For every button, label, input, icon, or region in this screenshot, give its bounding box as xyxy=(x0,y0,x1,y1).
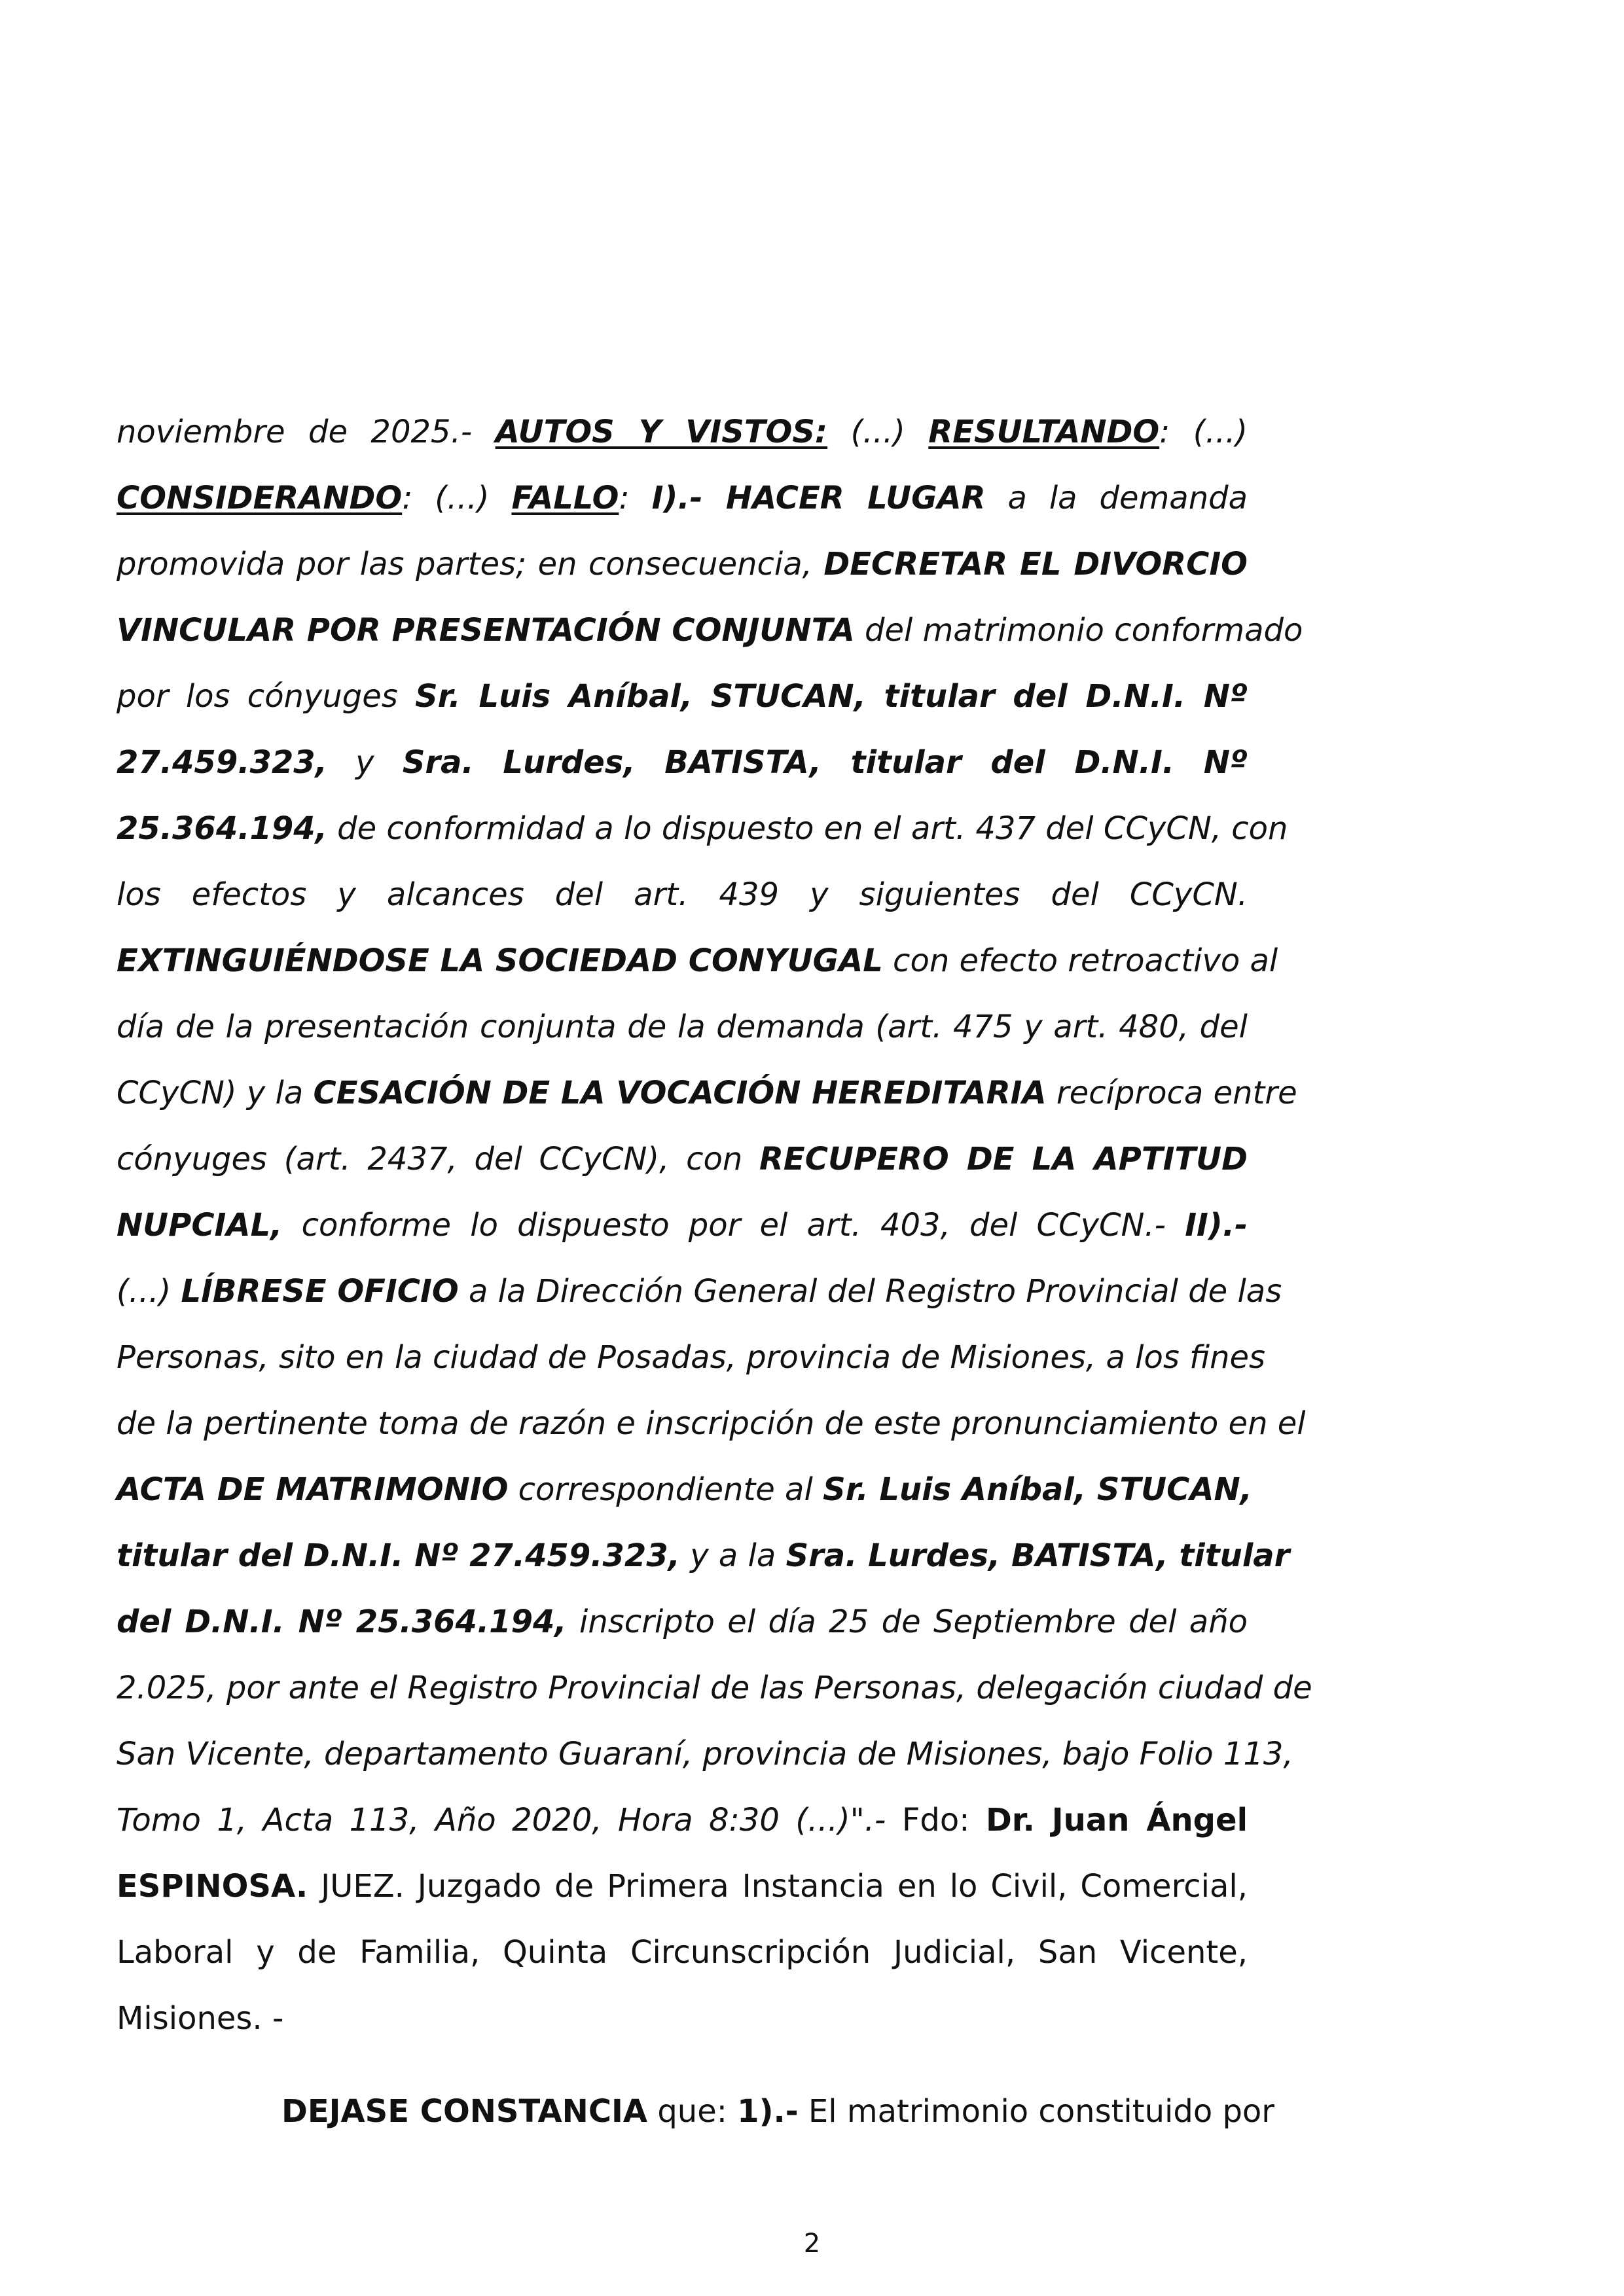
text-run: Tomo 1, Acta 113, Año 2020, Hora 8:30 (...)".- xyxy=(117,1802,902,1839)
text-run: El matrimonio constituido por xyxy=(798,2093,1275,2130)
text-run: DEJASE CONSTANCIA xyxy=(281,2093,648,2130)
text-line xyxy=(117,1589,1248,1655)
text-run: (...) xyxy=(827,414,929,450)
text-line xyxy=(117,1259,1282,1325)
text-run: del matrimonio conformado xyxy=(854,612,1303,649)
text-line xyxy=(117,1126,1248,1193)
text-run: EXTINGUIÉNDOSE LA SOCIEDAD CONYUGAL xyxy=(117,942,883,979)
text-run: titular del D.N.I. Nº 27.459.323, xyxy=(117,1537,680,1574)
text-run: RECUPERO DE LA APTITUD xyxy=(759,1141,1248,1177)
text-line xyxy=(117,1787,1248,1854)
text-run: correspondiente al xyxy=(508,1471,823,1508)
text-run: Fdo: xyxy=(901,1802,986,1839)
text-line xyxy=(117,994,1248,1060)
text-line xyxy=(117,1325,1266,1391)
text-run: que: xyxy=(647,2093,738,2130)
text-run: Sra. Lurdes, BATISTA, titular xyxy=(785,1537,1290,1574)
text-run: Personas, sito en la ciudad de Posadas, provincia de Misiones, a los fines xyxy=(117,1339,1266,1376)
text-run: día de la presentación conjunta de la demanda (art. 475 y art. 480, del xyxy=(117,1009,1248,1045)
text-line xyxy=(117,928,1278,994)
text-line xyxy=(117,730,1248,796)
text-run: ESPINOSA. xyxy=(117,1868,308,1905)
text-run: 25.364.194, xyxy=(117,810,327,847)
text-run: conforme lo dispuesto por el art. 403, del CCyCN.- xyxy=(282,1207,1185,1244)
text-run: ACTA DE MATRIMONIO xyxy=(117,1471,509,1508)
text-run: cónyuges (art. 2437, del CCyCN), con xyxy=(117,1141,759,1177)
text-line xyxy=(117,862,1248,928)
text-run: CCyCN) y la xyxy=(117,1075,314,1111)
text-run: a la demanda xyxy=(985,480,1248,516)
text-line xyxy=(117,1457,1252,1523)
text-line xyxy=(117,465,1248,531)
text-run: inscripto el día 25 de Septiembre del año xyxy=(566,1604,1248,1640)
text-run: noviembre de 2025.- xyxy=(117,414,496,450)
text-run: FALLO xyxy=(511,480,619,516)
text-run: Sra. Lurdes, BATISTA, titular del D.N.I. Nº xyxy=(402,744,1248,781)
text-line xyxy=(117,1391,1306,1457)
text-run: 27.459.323, xyxy=(117,744,327,781)
text-run: CESACIÓN DE LA VOCACIÓN HEREDITARIA xyxy=(313,1075,1047,1111)
text-line xyxy=(117,531,1248,598)
text-run: VINCULAR POR PRESENTACIÓN CONJUNTA xyxy=(117,612,855,649)
text-run: Dr. Juan Ángel xyxy=(985,1802,1248,1839)
text-line xyxy=(117,598,1303,664)
text-run: los efectos y alcances del art. 439 y siguientes del CCyCN. xyxy=(117,876,1248,913)
text-run: : (...) xyxy=(1159,414,1248,450)
text-line xyxy=(117,1854,1248,1920)
text-run: Laboral y de Familia, Quinta Circunscripción Judicial, San Vicente, xyxy=(117,1934,1248,1971)
text-line xyxy=(117,1920,1248,1986)
text-run: Sr. Luis Aníbal, STUCAN, titular del D.N.I. Nº xyxy=(415,678,1248,715)
body-paragraph xyxy=(117,399,1312,2052)
text-line xyxy=(117,796,1288,862)
text-run: con efecto retroactivo al xyxy=(882,942,1278,979)
text-run: : (...) xyxy=(402,480,512,516)
text-run: de la pertinente toma de razón e inscripción de este pronunciamiento en el xyxy=(117,1405,1306,1442)
text-line xyxy=(117,664,1248,730)
text-run: de conformidad a lo dispuesto en el art. 437 del CCyCN, con xyxy=(327,810,1288,847)
text-line xyxy=(117,1986,1248,2052)
text-run: recíproca entre xyxy=(1046,1075,1297,1111)
text-run: por los cónyuges xyxy=(117,678,416,715)
text-line xyxy=(117,1523,1290,1589)
text-run: y a la xyxy=(679,1537,786,1574)
text-run: Misiones. - xyxy=(117,2000,284,2037)
text-run: LÍBRESE OFICIO xyxy=(181,1273,459,1310)
text-run: promovida por las partes; en consecuencia, xyxy=(117,546,824,583)
text-run: JUEZ. Juzgado de Primera Instancia en lo Civil, Comercial, xyxy=(308,1868,1248,1905)
text-line xyxy=(117,1721,1293,1787)
text-run: y xyxy=(327,744,403,781)
text-line xyxy=(117,1060,1297,1126)
text-run: del D.N.I. Nº 25.364.194, xyxy=(117,1604,567,1640)
text-run: AUTOS Y VISTOS: xyxy=(495,414,828,450)
text-run: 1).- xyxy=(737,2093,799,2130)
text-run: San Vicente, departamento Guaraní, provincia de Misiones, bajo Folio 113, xyxy=(117,1736,1293,1772)
text-run: NUPCIAL, xyxy=(117,1207,283,1244)
text-run: RESULTANDO xyxy=(928,414,1160,450)
page-number: 2 xyxy=(803,2229,821,2259)
second-paragraph xyxy=(281,2079,1275,2145)
text-run: a la Dirección General del Registro Provincial de las xyxy=(458,1273,1282,1310)
text-run: II).- xyxy=(1185,1207,1248,1244)
text-run: 2.025, por ante el Registro Provincial de las Personas, delegación ciudad de xyxy=(117,1670,1312,1706)
text-run: CONSIDERANDO xyxy=(117,480,403,516)
text-line xyxy=(117,1655,1312,1721)
text-run: (...) xyxy=(117,1273,181,1310)
text-run: Sr. Luis Aníbal, STUCAN, xyxy=(823,1471,1252,1508)
text-run: I).- HACER LUGAR xyxy=(651,480,986,516)
text-run: DECRETAR EL DIVORCIO xyxy=(823,546,1248,583)
text-line xyxy=(117,399,1248,465)
text-run: : xyxy=(619,480,652,516)
text-line xyxy=(117,1193,1248,1259)
